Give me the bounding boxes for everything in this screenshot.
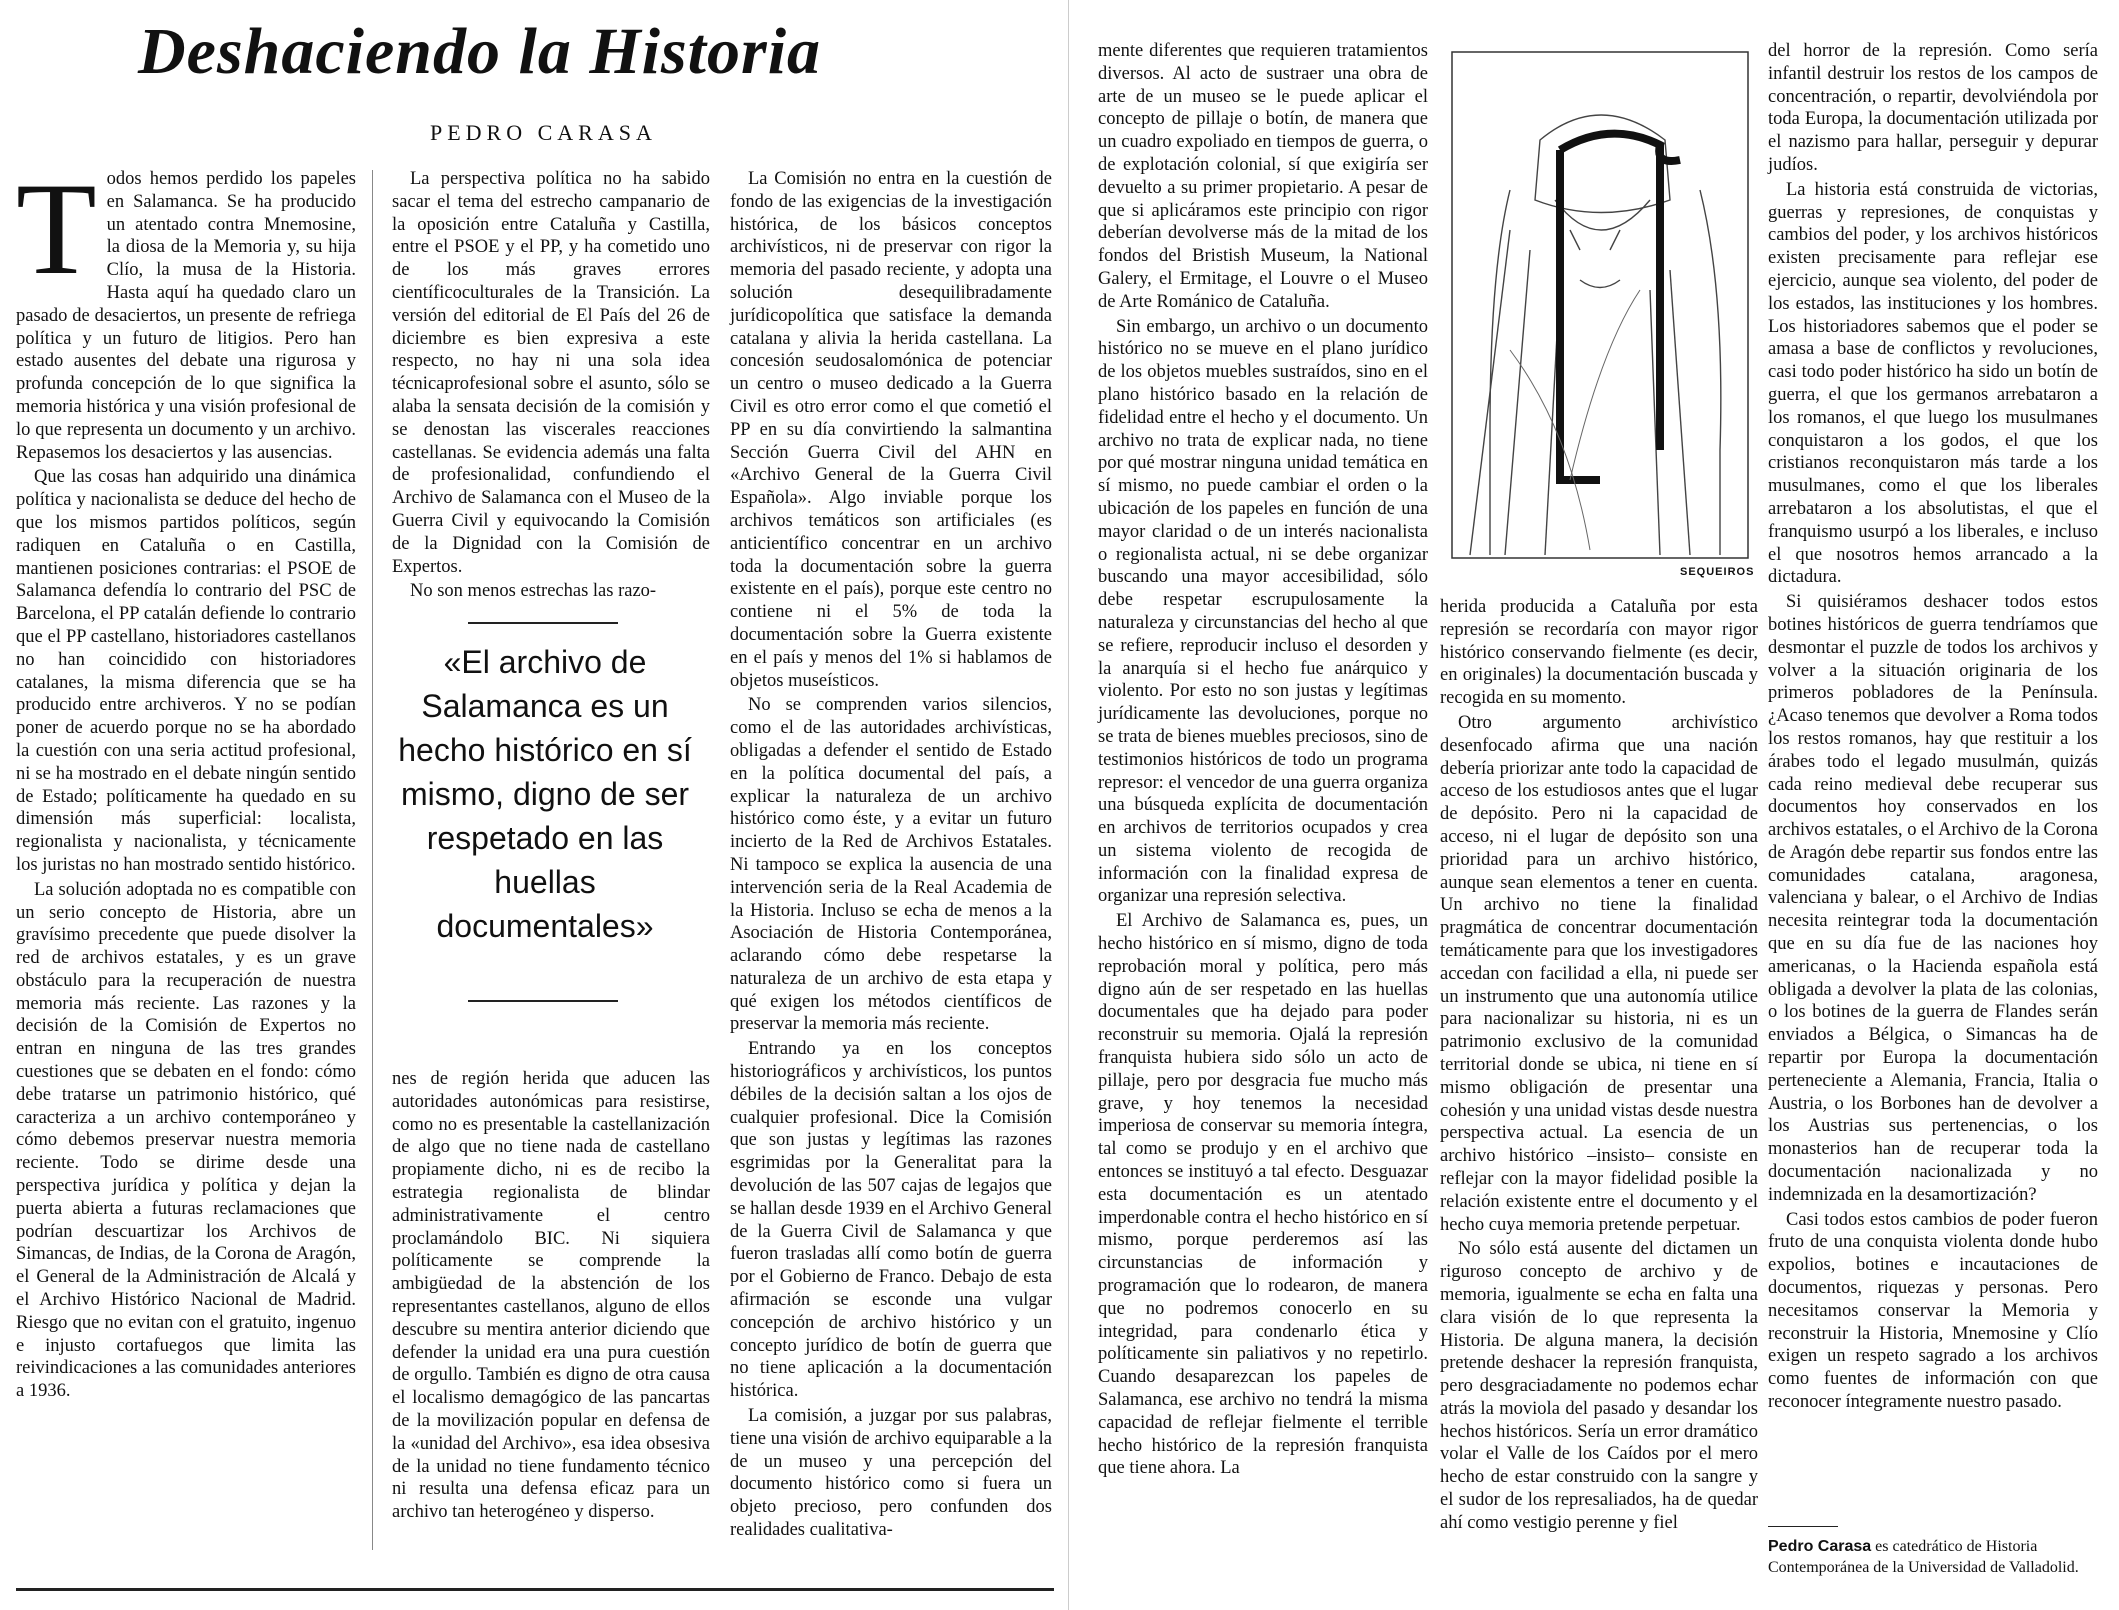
paragraph: herida producida a Cataluña por esta represión se recordaría con mayor rigor histórico conservando fielmente (es decir, en originales) la documentación buscada y recogida en su momento. bbox=[1440, 597, 1758, 709]
bottom-rule bbox=[16, 1588, 1054, 1591]
illustration-credit: SEQUEIROS bbox=[1680, 566, 1755, 578]
article-title: Deshaciendo la Historia bbox=[138, 15, 822, 88]
article-column-6 bbox=[1768, 40, 2098, 1416]
article-column-2-bottom bbox=[392, 1068, 710, 1526]
paragraph: La solución adoptada no es compatible con un serio concepto de Historia, abre un gravísimo precedente que puede disolver la red de archivos estatales, y es un grave obstáculo para la recuperación de nuestra memoria más reciente. Las razones y la decisión de la Comisión de Expertos no entran en ninguna de las tres grandes cuestiones que se debaten en el fondo: cómo debe tratarse un patrimonio histórico, qué caracteriza a un archivo contemporáneo y cómo debemos preservar nuestra memoria reciente. Todo se dirime desde una perspectiva jurídica y política y dejan la puerta abierta a futuras reclamaciones que podrían descuartizar los Archivos de Simancas, de Indias, de la Corona de Aragón, el General de la Administración de Alcalá y el Archivo Histórico Nacional de Madrid. Riesgo que no evitan con el gratuito, ingenuo e injusto cortafuegos que limita las reivindicaciones a las comunidades anteriores a 1936. bbox=[16, 879, 356, 1402]
paragraph: La historia está construida de victorias, guerras y represiones, de conquistas y cambios del poder, y los archivos históricos existen precisamente para reflejar ese ejercicio, aunque sea violento, del poder de los estados, las instituciones y los hombres. Los historiadores sabemos que el poder se amasa a base de conflictos y revoluciones, casi todo poder histórico ha sido un botín de guerra, el que los germanos arrebataron a los romanos, el que luego los musulmanes conquistaron a los godos, el que los cristianos reconquistaron más tarde a los musulmanes, como el que los liberales arrebataron a los absolutistas, el que el franquismo usurpó a los liberales, e incluso el que nosotros hemos arrancado a la dictadura. bbox=[1768, 179, 2098, 588]
paragraph: mente diferentes que requieren tratamientos diversos. Al acto de sustraer una obra de arte de un museo se le puede aplicar el concepto de pillaje o botín, de manera que un cuadro expoliado en tiempos de guerra, o de explotación colonial, sí que exigiría ser devuelto a su primer propietario. A pesar de que si aplicáramos este principio con rigor deberían devolverse más de la mitad de los fondos del Bristish Museum, la National Galery, el Ermitage, el Louvre o el Museo de Arte Románico de Cataluña. bbox=[1098, 41, 1428, 312]
paragraph: Otro argumento archivístico desenfocado afirma que una nación debería priorizar ante todo la capacidad de acceso de los estudiosos antes que el lugar de depósito. Pero ni la capacidad de acceso, ni el lugar de depósito son una prioridad para un archivo histórico, aunque sean elementos a tener en cuenta. Un archivo no tiene la finalidad pragmática de concentrar documentación temáticamente para que los investigadores accedan con facilidad a ella, ni puede ser un instrumento que una autonomía utilice para nacionalizar su historia, ni es un patrimonio exclusivo de la comunidad territorial donde se ubica, ni tiene en sí mismo obligación de presentar una cohesión y una unidad vistas desde nuestra perspectiva actual. La esencia de un archivo histórico –insisto– consiste en reflejar con la mayor fidelidad posible la relación existente entre el documento y el hecho cuya memoria pretende perpetuar. bbox=[1440, 712, 1758, 1235]
paragraph: No son menos estrechas las razo- bbox=[410, 581, 657, 602]
bio-rule bbox=[1768, 1526, 1838, 1527]
bio-name: Pedro Carasa bbox=[1768, 1538, 1872, 1555]
paragraph: No se comprenden varios silencios, como el de las autoridades archivísticas, obligadas a defender el sentido de Estado en la política documental del país, a explicar la naturaleza de un archivo histórico como éste, y a evitar un futuro incierto de la Red de Archivos Estatales. Ni tampoco se explica la ausencia de una intervención seria de la Real Academia de la Historia. Incluso se echa de menos a la Asociación de Historia Contemporánea, aclarando cómo debe respetarse la naturaleza de un archivo de esta etapa y qué exigen los métodos científicos de preservar la memoria más reciente. bbox=[730, 695, 1052, 1035]
article-column-2-top bbox=[392, 168, 710, 605]
article-column-1 bbox=[16, 155, 356, 1405]
pull-quote: «El archivo de Salamanca es un hecho histórico en sí mismo, digno de ser respetado en las huellas documentales» bbox=[398, 644, 692, 944]
author-byline: PEDRO CARASA bbox=[430, 120, 657, 145]
page-fold bbox=[1068, 0, 1069, 1610]
quote-rule-bottom bbox=[468, 1000, 618, 1002]
paragraph: Todos hemos perdido los papeles en Salamanca. Se ha producido un atentado contra Mnemosine, la diosa de la Memoria y, su hija Clío, la musa de la Historia. Hasta aquí ha quedado claro un pasado de desaciertos, un presente de refriega política y un futuro de litigios. Pero han estado ausentes del debate una rigurosa y profunda concepción de lo que significa la memoria histórica y una visión profesional de lo que representa un documento y un archivo. Repasemos los desaciertos y las ausencias. bbox=[16, 155, 356, 463]
paragraph: La comisión, a juzgar por sus palabras, tiene una visión de archivo equiparable a la de un museo y una percepción del documento histórico como si fuera un objeto precioso, pero confunden dos realidades cualitativa- bbox=[730, 1406, 1052, 1541]
paragraph: del horror de la represión. Como sería infantil destruir los restos de los campos de concentración, o repartir, devolviéndola por toda Europa, la documentación utilizada por el nazismo para hallar, perseguir y depurar judíos. bbox=[1768, 41, 2098, 175]
paragraph: Entrando ya en los conceptos historiográficos y archivísticos, los puntos débiles de la decisión saltan a los ojos de cualquier profesional. Dice la Comisión que son justas y legítimas las razones esgrimidas por la Generalitat para la devolución de las 507 cajas de legajos que se hallan desde 1939 en el Archivo General de la Guerra Civil de Salamanca y que fueron trasladas allí como botín de guerra por el Gobierno de Franco. Debajo de esta afirmación se esconde una vulgar concepción de archivo histórico y un concepto jurídico de botín de guerra que no tiene aplicación a la documentación histórica. bbox=[730, 1039, 1052, 1402]
paragraph: Si quisiéramos deshacer todos estos botines históricos de guerra tendríamos que desmontar el puzzle de todos los archivos y volver a la situación originaria de los primeros pobladores de la Península. ¿Acaso tenemos que devolver a Roma todos los restos romanos, hay que restituir a los árabes todo el legado musulmán, quizás cada reino medieval debe recuperar sus documentos hoy conservados en los archivos estatales, o el Archivo de la Corona de Aragón debe repartir sus fondos entre las comunidades catalana, aragonesa, valenciana y balear, o el Archivo de Indias necesita reintegrar toda la documentación que en su día fue de las naciones hoy americanas, o la Hacienda española está obligada a devolver la plata de las colonias, o los botines de la guerra de Flandes serán enviados a Bélgica, o Simancas ha de repartir por Europa la documentación perteneciente a Alemania, Francia, Italia o Austria, o los Borbones han de devolver a los Austrias sus pertenencias, o los monasterios han de recuperar toda la documentación nacionalizada y no indemnizada en la desamortización? bbox=[1768, 592, 2098, 1205]
paragraph: La Comisión no entra en la cuestión de fondo de las exigencias de la investigación histórica, de los básicos conceptos archivísticos, ni de preservar con rigor la memoria del pasado reciente, y adopta una solución desequilibradamente jurídicopolítica que satisface la demanda catalana y alivia la herida castellana. La concesión seudosalomónica de potenciar un centro o museo dedicado a la Guerra Civil es otro error como el que cometió el PP en su día convirtiendo la salmantina Sección Guerra Civil del AHN en «Archivo General de la Guerra Civil Española». Algo inviable porque los archivos temáticos son artificiales (es anticientífico concentrar en un archivo toda la documentación sobre la guerra existente en el país), porque este centro no contiene ni el 5% de toda la documentación sobre la Guerra existente en el país y menos del 1% si hablamos de objetos museísticos. bbox=[730, 169, 1052, 691]
quote-rule-top bbox=[468, 622, 618, 624]
paragraph: El Archivo de Salamanca es, pues, un hecho histórico en sí mismo, digno de toda reprobación moral y política, pero más digno aún de ser respetado en las huellas documentales que ha dejado para poder reconstruir su memoria. Ojalá la represión franquista hubiera sido sólo un acto de pillaje, pero por desgracia fue mucho más grave, y hoy tenemos la necesidad imperiosa de conservar su memoria íntegra, tal como se produjo y en el archivo que entonces se instituyó a tal efecto. Desguazar esta documentación es un atentado imperdonable contra el hecho histórico en sí mismo, porque perderemos así las circunstancias de información y programación que lo rodearon, de manera que no podremos conocerlo en su integridad, para condenarlo ética y políticamente sin paliativos y no repetirlo. Cuando desaparezcan los papeles de Salamanca, ese archivo no tendrá la misma capacidad de reflejar fielmente el terrible hecho histórico de la represión franquista que tiene ahora. La bbox=[1098, 911, 1428, 1479]
column-divider bbox=[372, 170, 373, 1550]
paragraph: Sin embargo, un archivo o un documento histórico no se mueve en el plano jurídico de los objetos muebles sustraídos, sino en el plano histórico basado en la relación de fidelidad entre el hecho y el documento. Un archivo no trata de explicar nada, no tiene por qué mostrar ninguna unidad temática en sí mismo, no puede cambiar el orden o la ubicación de los papeles en función de una mayor claridad o de un interés nacionalista o regionalista actual, ni se debe organizar buscando una mayor accesibilidad, sólo debe respetar escrupulosamente la naturaleza y circunstancias del hecho al que se refiere, reproducir incluso el desorden y la anarquía si el hecho fue anárquico y violento. Por esto no son justas y legítimas jurídicamente las devoluciones, porque no se trata de bienes muebles preciosos, sino de testimonios históricos de todo un programa represor: el vencedor de una guerra organiza una búsqueda explícita de documentación en archivos de territorios ocupados y crea un sistema violento de recogida de información con la finalidad expresa de organizar una represión selectiva. bbox=[1098, 316, 1428, 907]
drop-cap: T bbox=[16, 155, 97, 302]
paragraph: Que las cosas han adquirido una dinámica política y nacionalista se deduce del hecho de que los mismos partidos políticos, según radiquen en Cataluña o en Castilla, mantienen posiciones contrarias: el PSOE de Salamanca defendía lo contrario del PSC de Barcelona, el PP catalán defiende lo contrario que el PP castellano, historiadores castellanos no han coincidido con historiadores catalanes, la misma diferencia que se ha producido entre archiveros. Y no se podían poner de acuerdo porque no se ha abordado la cuestión con una seria actitud profesional, ni se ha mostrado en el debate ningún sentido de Estado; políticamente ha quedado en su dimensión más superficial: localista, regionalista y nacionalista, y técnicamente los juristas no han mostrado sentido histórico. bbox=[16, 467, 356, 875]
paragraph: La perspectiva política no ha sabido sacar el tema del estrecho campanario de la oposición entre Cataluña y Castilla, entre el PSOE y el PP, y ha cometido uno de los más graves errores científicoculturales de la Transición. La versión del editorial de El País del 26 de diciembre es bien expresiva a este respecto, no hay ni una sola idea técnicaprofesional sobre el asunto, sólo se alaba la sensata decisión de la comisión y se denostan las viscerales reacciones castellanas. Se evidencia además una falta de profesionalidad, confundiendo el Archivo de Salamanca con el Museo de la Guerra Civil y equivocando la Comisión de la Dignidad con la Comisión de Expertos. bbox=[392, 169, 710, 577]
paragraph: Casi todos estos cambios de poder fueron fruto de una conquista violenta donde hubo expolios, botines e incautaciones de documentos, riquezas y personas. Pero necesitamos conservar la Memoria y reconstruir la Historia, Mnemosine y Clío exigen un respeto sagrado a los archivos como fuentes de información con que reconocer íntegramente nuestro pasado. bbox=[1768, 1209, 2098, 1413]
article-column-4 bbox=[1098, 40, 1428, 1482]
paragraph: nes de región herida que aducen las autoridades autonómicas para resistirse, como no es presentable la castellanización de algo que no tiene nada de castellano propiamente dicho, ni es de recibo la estrategia regionalista de blindar administrativamente el centro proclamándolo BIC. Ni siquiera políticamente se comprende la ambigüedad de la abstención de los representantes castellanos, alguno de ellos descubre su mentira anterior diciendo que defender la unidad era una pura cuestión de orgullo. También es digno de otra causa el localismo demagógico de las pancartas de la movilización popular en defensa de la «unidad del Archivo», esa idea obsesiva de la unidad no tiene fundamento técnico ni resulta una defensa eficaz para un archivo tan heterogéneo y disperso. bbox=[392, 1069, 710, 1523]
bio-text: es catedrático de Historia Contemporánea de la Universidad de Valladolid. bbox=[1768, 1538, 2079, 1576]
illustration-figure bbox=[1450, 50, 1750, 560]
author-bio bbox=[1768, 1536, 2096, 1578]
article-column-5 bbox=[1440, 596, 1758, 1537]
article-column-3 bbox=[730, 168, 1052, 1544]
paragraph: No sólo está ausente del dictamen un riguroso concepto de archivo y de memoria, igualmente se echa en falta una clara visión de lo que representa la Historia. De alguna manera, la decisión pretende deshacer la represión franquista, pero desgraciadamente no podemos echar atrás la moviola del pasado y desandar los hechos históricos. Sería un error dramático volar el Valle de los Caídos por el mero hecho de estar construido con la sangre y el sudor de los represaliados, ha de quedar ahí como vestigio perenne y fiel bbox=[1440, 1239, 1758, 1533]
